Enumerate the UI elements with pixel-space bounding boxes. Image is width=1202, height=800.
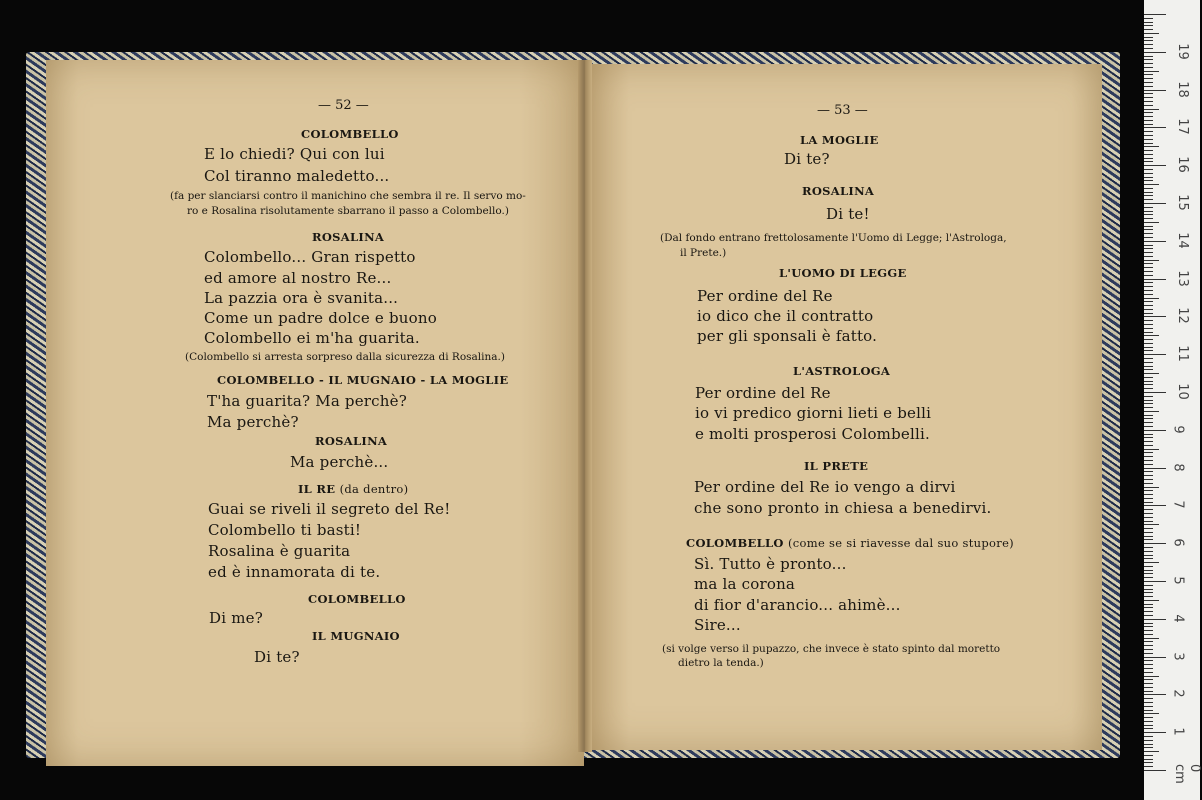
ruler-tick <box>1144 74 1153 75</box>
ruler-tick <box>1144 86 1153 87</box>
verse-line: Per ordine del Re <box>695 384 831 402</box>
ruler-tick <box>1144 437 1153 438</box>
ruler-tick <box>1144 245 1153 246</box>
ruler-tick <box>1144 400 1153 401</box>
verse-line: Per ordine del Re <box>697 287 833 305</box>
ruler-tick <box>1144 256 1153 257</box>
ruler-tick <box>1144 615 1153 616</box>
ruler-tick <box>1144 392 1166 393</box>
ruler-tick <box>1144 736 1153 737</box>
ruler-tick <box>1144 59 1153 60</box>
measurement-ruler <box>1144 0 1200 800</box>
ruler-tick <box>1144 275 1153 276</box>
speaker-label: IL MUGNAIO <box>312 629 400 643</box>
ruler-tick <box>1144 362 1153 363</box>
ruler-number: 10 <box>1174 383 1190 400</box>
ruler-tick <box>1144 577 1153 578</box>
ruler-tick <box>1144 513 1153 514</box>
ruler-tick <box>1144 44 1153 45</box>
ruler-tick <box>1144 744 1153 745</box>
verse-line: per gli sponsali è fatto. <box>697 327 878 345</box>
ruler-tick <box>1144 63 1153 64</box>
ruler-tick <box>1144 528 1153 529</box>
left-page <box>46 60 584 766</box>
ruler-tick <box>1144 373 1159 374</box>
speaker-label: LA MOGLIE <box>800 133 879 147</box>
ruler-tick <box>1144 320 1153 321</box>
ruler-tick <box>1144 263 1153 264</box>
ruler-tick <box>1144 199 1153 200</box>
ruler-tick <box>1144 339 1153 340</box>
ruler-tick <box>1144 460 1153 461</box>
ruler-tick <box>1144 403 1153 404</box>
ruler-tick <box>1144 25 1153 26</box>
ruler-number: 0 cm <box>1172 764 1202 784</box>
ruler-tick <box>1144 532 1153 533</box>
ruler-tick <box>1144 607 1153 608</box>
ruler-tick <box>1144 611 1153 612</box>
ruler-tick <box>1144 604 1153 605</box>
speaker-label: COLOMBELLO - IL MUGNAIO - LA MOGLIE <box>217 373 509 387</box>
ruler-tick <box>1144 539 1153 540</box>
speaker-label: COLOMBELLO <box>308 592 406 606</box>
ruler-tick <box>1144 494 1153 495</box>
ruler-number: 17 <box>1174 118 1190 136</box>
ruler-tick <box>1144 127 1166 128</box>
ruler-number: 2 <box>1170 689 1186 699</box>
ruler-tick <box>1144 350 1153 351</box>
ruler-tick <box>1144 67 1153 68</box>
ruler-tick <box>1144 279 1166 280</box>
ruler-tick <box>1144 487 1159 488</box>
ruler-tick <box>1144 82 1153 83</box>
ruler-tick <box>1144 135 1153 136</box>
ruler-tick <box>1144 112 1153 113</box>
ruler-tick <box>1144 623 1153 624</box>
ruler-tick <box>1144 222 1159 223</box>
ruler-tick <box>1144 558 1153 559</box>
verse-line: Sì. Tutto è pronto... <box>694 555 847 573</box>
stage-direction: (Colombello si arresta sorpreso dalla sicurezza di Rosalina.) <box>185 351 505 363</box>
verse-line: Colombello... Gran rispetto <box>204 248 416 266</box>
ruler-tick <box>1144 683 1153 684</box>
ruler-tick <box>1144 732 1166 733</box>
ruler-tick <box>1144 184 1159 185</box>
speaker-label: ROSALINA <box>312 230 385 244</box>
ruler-tick <box>1144 490 1153 491</box>
ruler-tick <box>1144 105 1153 106</box>
verse-line: ed amore al nostro Re... <box>204 269 392 287</box>
ruler-tick <box>1144 505 1166 506</box>
ruler-tick <box>1144 154 1153 155</box>
verse-line: Guai se riveli il segreto del Re! <box>208 500 451 518</box>
ruler-tick <box>1144 509 1153 510</box>
ruler-tick <box>1144 169 1153 170</box>
ruler-tick <box>1144 638 1159 639</box>
ruler-number: 4 <box>1170 614 1186 623</box>
ruler-tick <box>1144 78 1153 79</box>
speaker-label: COLOMBELLO (come se si riavesse dal suo stupore) <box>686 536 1014 550</box>
ruler-tick <box>1144 56 1153 57</box>
ruler-tick <box>1144 305 1153 306</box>
ruler-tick <box>1144 146 1159 147</box>
ruler-tick <box>1144 207 1153 208</box>
ruler-tick <box>1144 543 1166 544</box>
ruler-tick <box>1144 226 1153 227</box>
ruler-tick <box>1144 233 1153 234</box>
ruler-tick <box>1144 120 1153 121</box>
ruler-tick <box>1144 37 1153 38</box>
ruler-tick <box>1144 641 1153 642</box>
ruler-tick <box>1144 483 1153 484</box>
speaker-label: ROSALINA <box>315 434 388 448</box>
ruler-number: 1 <box>1170 727 1186 736</box>
ruler-tick <box>1144 124 1153 125</box>
ruler-tick <box>1144 555 1153 556</box>
ruler-tick <box>1144 430 1166 431</box>
ruler-tick <box>1144 562 1159 563</box>
ruler-tick <box>1144 343 1153 344</box>
ruler-tick <box>1144 309 1153 310</box>
page-number-right: — 53 — <box>817 103 868 118</box>
ruler-tick <box>1144 377 1153 378</box>
ruler-tick <box>1144 581 1166 582</box>
ruler-tick <box>1144 747 1153 748</box>
ruler-tick <box>1144 725 1153 726</box>
ruler-number: 5 <box>1170 576 1186 585</box>
ruler-number: 16 <box>1174 156 1190 173</box>
verse-line: io vi predico giorni lieti e belli <box>695 404 932 422</box>
ruler-tick <box>1144 109 1159 110</box>
ruler-tick <box>1144 218 1153 219</box>
ruler-tick <box>1144 452 1153 453</box>
page-number-left: — 52 — <box>318 98 369 113</box>
stage-direction: il Prete.) <box>680 247 727 259</box>
ruler-tick <box>1144 290 1153 291</box>
ruler-tick <box>1144 660 1153 661</box>
ruler-tick <box>1144 649 1153 650</box>
ruler-tick <box>1144 180 1153 181</box>
ruler-tick <box>1144 585 1153 586</box>
ruler-tick <box>1144 698 1153 699</box>
ruler-tick <box>1144 369 1153 370</box>
ruler-number: 18 <box>1174 80 1190 98</box>
ruler-tick <box>1144 347 1153 348</box>
ruler-number: 14 <box>1174 232 1190 249</box>
ruler-tick <box>1144 706 1153 707</box>
ruler-tick <box>1144 286 1153 287</box>
ruler-tick <box>1144 653 1153 654</box>
ruler-number: 7 <box>1170 500 1186 510</box>
ruler-tick <box>1144 301 1153 302</box>
speaker-label: L'ASTROLOGA <box>793 364 891 378</box>
ruler-tick <box>1144 271 1153 272</box>
ruler-tick <box>1144 335 1159 336</box>
ruler-tick <box>1144 332 1153 333</box>
ruler-tick <box>1144 691 1153 692</box>
ruler-tick <box>1144 449 1159 450</box>
verse-line: di fior d'arancio... ahimè... <box>694 596 901 614</box>
ruler-tick <box>1144 679 1153 680</box>
ruler-tick <box>1144 248 1153 249</box>
ruler-tick <box>1144 229 1153 230</box>
verse-line: Col tiranno maledetto... <box>204 167 390 185</box>
ruler-tick <box>1144 422 1153 423</box>
ruler-tick <box>1144 18 1153 19</box>
ruler-tick <box>1144 521 1153 522</box>
ruler-number: 9 <box>1170 425 1186 434</box>
verse-line: Ma perchè... <box>290 453 389 471</box>
ruler-tick <box>1144 630 1153 631</box>
book-gutter <box>578 60 592 752</box>
ruler-tick <box>1144 33 1159 34</box>
ruler-tick <box>1144 547 1153 548</box>
ruler-tick <box>1144 664 1153 665</box>
verse-line: io dico che il contratto <box>697 307 874 325</box>
ruler-tick <box>1144 702 1153 703</box>
verse-line: Colombello ti basti! <box>208 521 362 539</box>
speaker-label: IL PRETE <box>804 459 869 473</box>
ruler-tick <box>1144 313 1153 314</box>
ruler-tick <box>1144 445 1153 446</box>
verse-line: Per ordine del Re io vengo a dirvi <box>694 478 956 496</box>
stage-direction: (si volge verso il pupazzo, che invece è stato spinto dal moretto <box>662 643 1001 655</box>
ruler-tick <box>1144 676 1159 677</box>
ruler-tick <box>1144 668 1153 669</box>
ruler-tick <box>1144 456 1153 457</box>
ruler-tick <box>1144 657 1166 658</box>
ruler-number: 15 <box>1174 194 1190 211</box>
ruler-number: 8 <box>1170 462 1186 472</box>
ruler-tick <box>1144 766 1153 767</box>
ruler-tick <box>1144 426 1153 427</box>
verse-line: La pazzia ora è svanita... <box>204 289 399 307</box>
ruler-number: 13 <box>1174 269 1190 287</box>
ruler-tick <box>1144 751 1159 752</box>
ruler-tick <box>1144 471 1153 472</box>
ruler-tick <box>1144 434 1153 435</box>
ruler-tick <box>1144 294 1153 295</box>
ruler-tick <box>1144 358 1153 359</box>
ruler-tick <box>1144 381 1153 382</box>
ruler-tick <box>1144 14 1166 15</box>
ruler-tick <box>1144 267 1153 268</box>
ruler-tick <box>1144 282 1153 283</box>
speaker-label: L'UOMO DI LEGGE <box>779 266 907 280</box>
verse-line: ma la corona <box>694 575 796 593</box>
ruler-tick <box>1144 517 1153 518</box>
ruler-tick <box>1144 116 1153 117</box>
ruler-tick <box>1144 770 1166 771</box>
ruler-tick <box>1144 407 1153 408</box>
ruler-tick <box>1144 139 1153 140</box>
ruler-tick <box>1144 260 1159 261</box>
ruler-tick <box>1144 214 1153 215</box>
verse-line: Come un padre dolce e buono <box>204 309 437 327</box>
ruler-tick <box>1144 22 1153 23</box>
verse-line: T'ha guarita? Ma perchè? <box>207 392 407 410</box>
ruler-tick <box>1144 241 1166 242</box>
ruler-number: 6 <box>1170 538 1186 547</box>
ruler-tick <box>1144 619 1166 620</box>
ruler-tick <box>1144 645 1153 646</box>
ruler-tick <box>1144 298 1159 299</box>
ruler-tick <box>1144 131 1153 132</box>
verse-line: e molti prosperosi Colombelli. <box>695 425 930 443</box>
ruler-tick <box>1144 195 1153 196</box>
ruler-tick <box>1144 573 1153 574</box>
ruler-tick <box>1144 596 1153 597</box>
ruler-tick <box>1144 237 1153 238</box>
ruler-number: 12 <box>1174 307 1190 325</box>
ruler-tick <box>1144 211 1153 212</box>
ruler-tick <box>1144 396 1153 397</box>
ruler-tick <box>1144 52 1166 53</box>
ruler-tick <box>1144 721 1153 722</box>
ruler-tick <box>1144 411 1159 412</box>
ruler-tick <box>1144 165 1166 166</box>
ruler-tick <box>1144 90 1166 91</box>
ruler-tick <box>1144 762 1153 763</box>
stage-direction: (Dal fondo entrano frettolosamente l'Uomo di Legge; l'Astrologa, <box>660 232 1007 244</box>
ruler-number: 19 <box>1174 43 1190 60</box>
ruler-tick <box>1144 755 1153 756</box>
speaker-label: COLOMBELLO <box>301 127 399 141</box>
ruler-tick <box>1144 759 1153 760</box>
verse-line: Colombello ei m'ha guarita. <box>204 329 420 347</box>
ruler-tick <box>1144 441 1153 442</box>
verse-line: Rosalina è guarita <box>208 542 351 560</box>
ruler-tick <box>1144 324 1153 325</box>
ruler-tick <box>1144 468 1166 469</box>
ruler-tick <box>1144 498 1153 499</box>
verse-line: Sire... <box>694 616 741 634</box>
ruler-tick <box>1144 97 1153 98</box>
verse-line: ed è innamorata di te. <box>208 563 381 581</box>
ruler-tick <box>1144 464 1153 465</box>
ruler-tick <box>1144 728 1153 729</box>
ruler-tick <box>1144 101 1153 102</box>
ruler-tick <box>1144 634 1153 635</box>
ruler-tick <box>1144 143 1153 144</box>
stage-direction: dietro la tenda.) <box>678 657 764 669</box>
ruler-tick <box>1144 524 1159 525</box>
ruler-tick <box>1144 589 1153 590</box>
ruler-number: 3 <box>1170 651 1186 661</box>
ruler-tick <box>1144 161 1153 162</box>
verse-line: Di te! <box>826 205 870 223</box>
ruler-tick <box>1144 328 1153 329</box>
ruler-tick <box>1144 592 1153 593</box>
ruler-tick <box>1144 694 1166 695</box>
ruler-tick <box>1144 551 1153 552</box>
ruler-tick <box>1144 173 1153 174</box>
ruler-tick <box>1144 626 1153 627</box>
ruler-tick <box>1144 203 1166 204</box>
ruler-tick <box>1144 600 1159 601</box>
ruler-tick <box>1144 710 1153 711</box>
ruler-tick <box>1144 418 1153 419</box>
ruler-tick <box>1144 475 1153 476</box>
ruler-tick <box>1144 252 1153 253</box>
ruler-tick <box>1144 740 1153 741</box>
speaker-label: IL RE (da dentro) <box>298 482 409 496</box>
verse-line: Ma perchè? <box>207 413 299 431</box>
ruler-tick <box>1144 316 1166 317</box>
ruler-tick <box>1144 570 1153 571</box>
ruler-tick <box>1144 48 1153 49</box>
ruler-tick <box>1144 158 1153 159</box>
speaker-label: ROSALINA <box>802 184 875 198</box>
ruler-tick <box>1144 40 1153 41</box>
verse-line: Di te? <box>254 648 300 666</box>
verse-line: Di me? <box>209 609 263 627</box>
ruler-tick <box>1144 479 1153 480</box>
ruler-number: 11 <box>1174 345 1190 362</box>
ruler-tick <box>1144 388 1153 389</box>
ruler-tick <box>1144 93 1153 94</box>
ruler-tick <box>1144 672 1153 673</box>
verse-line: Di te? <box>784 150 830 168</box>
ruler-tick <box>1144 717 1153 718</box>
ruler-tick <box>1144 713 1159 714</box>
stage-direction: (fa per slanciarsi contro il manichino che sembra il re. Il servo mo- <box>170 190 526 202</box>
verse-line: che sono pronto in chiesa a benedirvi. <box>694 499 992 517</box>
verse-line: E lo chiedi? Qui con lui <box>204 145 385 163</box>
ruler-tick <box>1144 415 1153 416</box>
ruler-tick <box>1144 192 1153 193</box>
ruler-tick <box>1144 177 1153 178</box>
ruler-tick <box>1144 366 1153 367</box>
ruler-tick <box>1144 188 1153 189</box>
ruler-tick <box>1144 384 1153 385</box>
ruler-tick <box>1144 566 1153 567</box>
ruler-tick <box>1144 71 1159 72</box>
stage-direction: ro e Rosalina risolutamente sbarrano il passo a Colombello.) <box>187 205 509 217</box>
ruler-tick <box>1144 687 1153 688</box>
ruler-tick <box>1144 150 1153 151</box>
ruler-tick <box>1144 502 1153 503</box>
ruler-tick <box>1144 354 1166 355</box>
ruler-tick <box>1144 29 1153 30</box>
ruler-tick <box>1144 536 1153 537</box>
